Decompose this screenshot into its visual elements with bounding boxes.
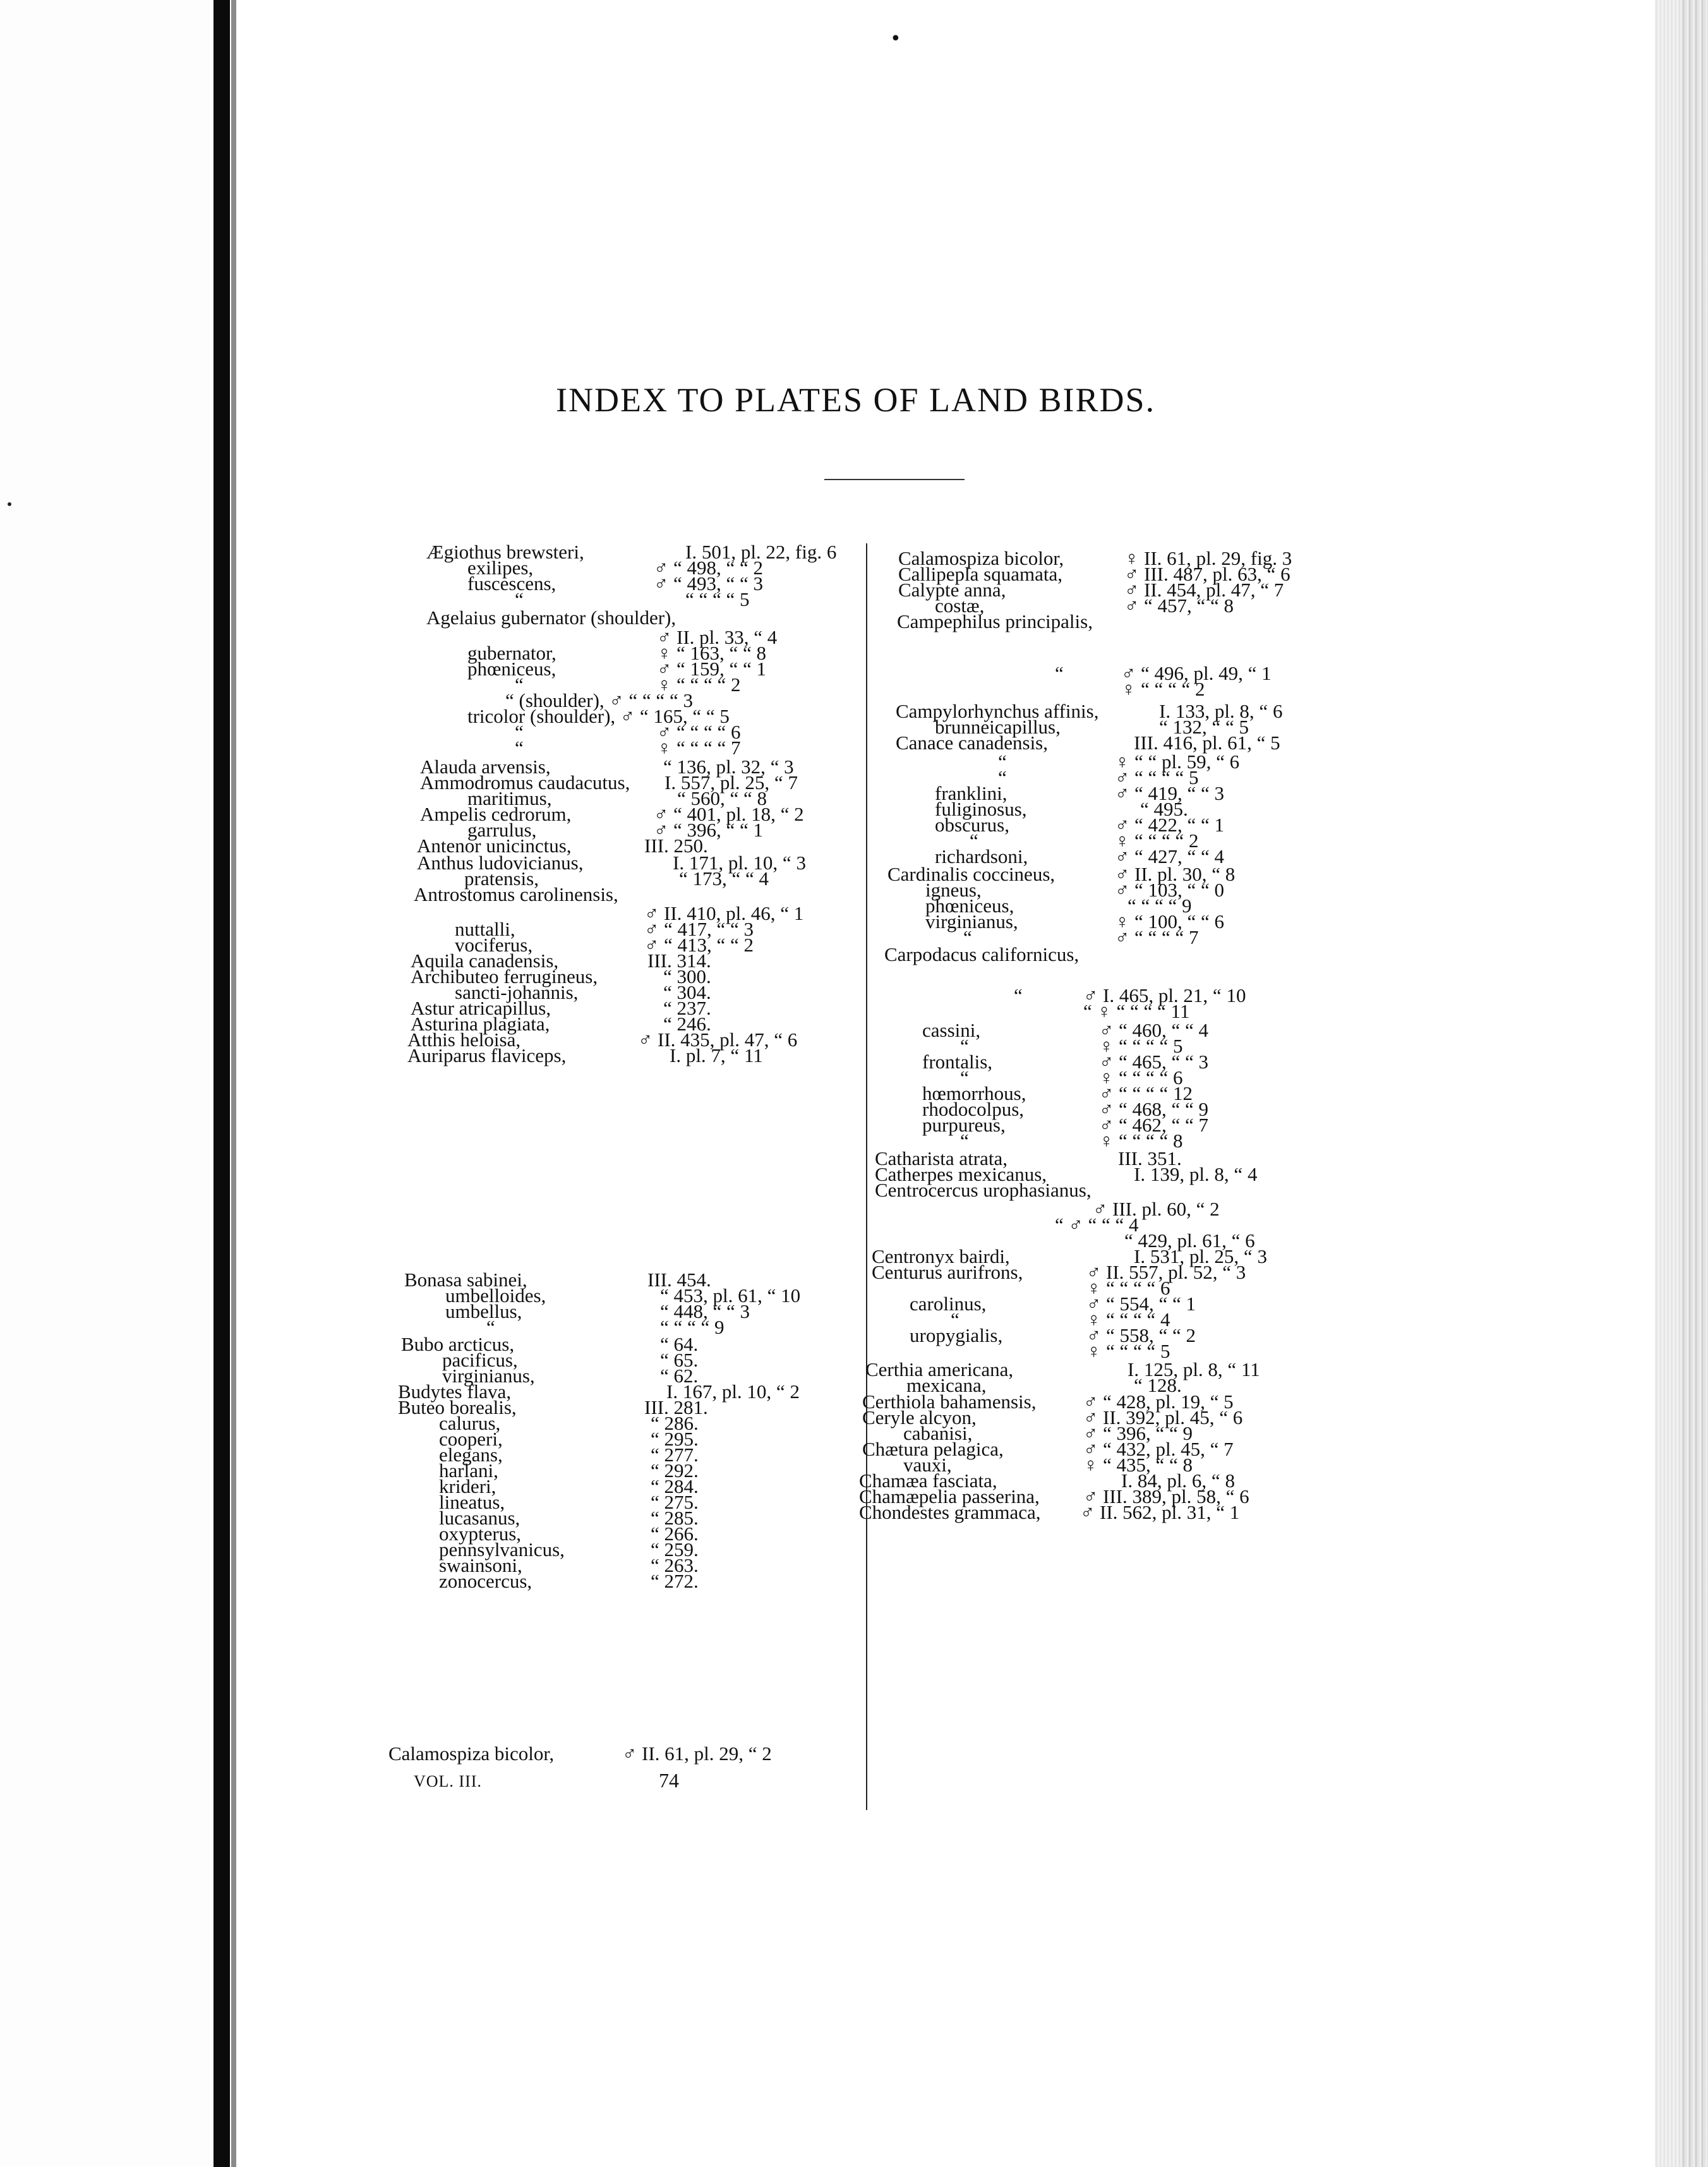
left-index-entry: pacificus,	[442, 1349, 518, 1371]
left-index-entry: ♂ “ 396, “ “ 1	[654, 819, 764, 841]
right-index-entry: obscurus,	[935, 814, 1009, 836]
left-index-entry: ♂ II. pl. 33, “ 4	[657, 626, 778, 648]
left-index-entry: Ægiothus brewsteri,	[426, 541, 584, 563]
left-index-entry: “ 272.	[651, 1570, 699, 1592]
right-index-entry: ♂ “ 554, “ “ 1	[1086, 1293, 1196, 1315]
left-index-entry: umbelloides,	[445, 1284, 546, 1307]
right-index-entry: ♀ “ “ “ “ 5	[1086, 1340, 1170, 1362]
left-index-entry: “ “ “ “ 5	[685, 588, 750, 610]
right-index-entry: “ 128.	[1134, 1374, 1182, 1396]
right-index-entry: I. 139, pl. 8, “ 4	[1134, 1163, 1258, 1185]
right-index-entry: Carpodacus californicus,	[884, 943, 1080, 965]
right-index-entry: Cardinalis coccineus,	[887, 863, 1055, 885]
right-index-entry: Callipepla squamata,	[898, 563, 1062, 585]
left-index-entry: “ 266.	[651, 1523, 699, 1545]
left-index-entry: ♂ “ 159, “ “ 1	[657, 658, 767, 680]
right-index-entry: phœniceus,	[925, 895, 1014, 917]
left-index-entry: zonocercus,	[439, 1570, 532, 1592]
right-index-entry: ♂ “ 396, “ “ 9	[1083, 1422, 1193, 1444]
right-index-entry: ♂ “ 432, pl. 45, “ 7	[1083, 1438, 1234, 1460]
left-index-entry: harlani,	[439, 1459, 498, 1482]
right-index-entry: III. 351.	[1118, 1147, 1182, 1169]
right-index-entry: Centrocercus urophasianus,	[875, 1179, 1092, 1201]
left-index-entry: “ 284.	[651, 1475, 699, 1497]
right-index-entry: Chondestes grammaca,	[859, 1501, 1041, 1523]
right-index-entry: uropygialis,	[910, 1324, 1003, 1346]
left-index-entry: “ (shoulder), ♂ “ “ “ “ 3	[505, 689, 693, 711]
right-index-entry: Certhiola bahamensis,	[862, 1391, 1037, 1413]
right-index-entry: Canace canadensis,	[896, 732, 1048, 754]
left-index-entry: oxypterus,	[439, 1523, 522, 1545]
right-index-entry: mexicana,	[906, 1374, 987, 1396]
right-index-entry: ♀ “ 435, “ “ 8	[1083, 1454, 1193, 1476]
right-index-entry: vauxi,	[903, 1454, 952, 1476]
right-index-entry: costæ,	[935, 595, 985, 617]
right-index-entry: ♂ “ 457, “ “ 8	[1124, 595, 1234, 617]
left-index-entry: Auriparus flaviceps,	[407, 1044, 567, 1066]
right-index-entry: ♂ II. 454, pl. 47, “ 7	[1124, 579, 1284, 601]
right-index-entry: hœmorrhous,	[922, 1082, 1026, 1104]
right-index-entry: Centronyx bairdi,	[872, 1245, 1010, 1267]
right-index-entry: Catherpes mexicanus,	[875, 1163, 1047, 1185]
left-index-entry: Antenor unicinctus,	[417, 835, 572, 857]
left-index-entry: “ 448, “ “ 3	[660, 1300, 750, 1322]
right-index-entry: Calypte anna,	[898, 579, 1006, 601]
right-index-entry: ♂ “ 428, pl. 19, “ 5	[1083, 1391, 1234, 1413]
right-index-entry: ♀ “ “ “ “ 4	[1086, 1308, 1170, 1331]
page-number: 74	[659, 1769, 679, 1792]
left-index-entry: calurus,	[439, 1412, 501, 1434]
right-index-entry: ♂ “ 103, “ “ 0	[1115, 879, 1225, 901]
right-index-entry: ♂ “ 460, “ “ 4	[1099, 1019, 1209, 1041]
left-index-entry: Astur atricapillus,	[411, 997, 551, 1019]
left-index-entry: garrulus,	[467, 819, 537, 841]
left-index-entry: tricolor (shoulder), ♂ “ 165, “ “ 5	[467, 705, 730, 727]
left-index-entry: ♂ “ 401, pl. 18, “ 2	[654, 803, 804, 825]
left-index-entry: ♀ “ 163, “ “ 8	[657, 642, 767, 664]
left-index-entry: Bubo arcticus,	[401, 1333, 515, 1355]
right-index-entry: “ ♀ “ “ “ “ 11	[1083, 1000, 1190, 1022]
right-index-entry: “	[960, 1066, 969, 1089]
left-index-entry: III. 454.	[647, 1269, 711, 1291]
left-index-entry: “ “ “ “ 9	[660, 1316, 725, 1338]
left-index-entry: swainsoni,	[439, 1554, 522, 1576]
left-index-entry: “ 259.	[651, 1538, 699, 1560]
left-index-entry: Archibuteo ferrugineus,	[411, 965, 598, 987]
right-index-entry: rhodocolpus,	[922, 1098, 1025, 1120]
right-index-entry: ♂ I. 465, pl. 21, “ 10	[1083, 984, 1246, 1006]
left-index-entry: “	[515, 673, 524, 696]
left-index-entry: sancti-johannis,	[455, 981, 579, 1003]
left-index-entry: Asturina plagiata,	[411, 1013, 550, 1035]
right-index-entry: ♀ “ “ pl. 59, “ 6	[1115, 751, 1240, 773]
left-index-entry: Ampelis cedrorum,	[420, 803, 572, 825]
left-index-entry: “ 64.	[660, 1333, 699, 1355]
left-index-entry: maritimus,	[467, 787, 552, 809]
right-index-entry: ♀ “ “ “ “ 2	[1121, 678, 1205, 700]
right-index-entry: Chamæa fasciata,	[859, 1470, 997, 1492]
left-index-entry: “	[515, 737, 524, 759]
right-index-entry: cassini,	[922, 1019, 981, 1041]
left-index-entry: III. 281.	[644, 1396, 708, 1418]
right-index-entry: ♀ II. 61, pl. 29, fig. 3	[1124, 547, 1292, 569]
right-index-entry: ♂ III. pl. 60, “ 2	[1093, 1198, 1220, 1220]
right-index-entry: I. 531, pl. 25, “ 3	[1134, 1245, 1267, 1267]
right-index-entry: fuliginosus,	[935, 798, 1027, 820]
left-index-entry: I. 557, pl. 25, “ 7	[665, 771, 798, 794]
left-index-entry: I. 167, pl. 10, “ 2	[666, 1380, 800, 1403]
right-index-entry: “	[960, 1130, 969, 1152]
left-index-entry: “ 295.	[651, 1428, 699, 1450]
right-index-entry: “ “ “ “ 9	[1128, 895, 1192, 917]
left-index-entry: “ 136, pl. 32, “ 3	[663, 756, 794, 778]
left-index-entry: lineatus,	[439, 1491, 505, 1513]
right-index-entry: Campylorhynchus affinis,	[896, 700, 1099, 722]
right-index-entry: ♀ “ 100, “ “ 6	[1115, 910, 1225, 933]
volume-label: VOL. III.	[414, 1772, 482, 1790]
right-index-entry: “	[960, 1035, 969, 1057]
right-index-entry: frontalis,	[922, 1051, 993, 1073]
left-index-entry: ♂ “ 493, “ “ 3	[654, 572, 764, 595]
left-index-entry: pennsylvanicus,	[439, 1538, 565, 1560]
left-index-entry: “ 453, pl. 61, “ 10	[660, 1284, 801, 1307]
right-index-entry: ♂ “ 465, “ “ 3	[1099, 1051, 1209, 1073]
right-index-entry: ♂ “ “ “ “ 7	[1115, 926, 1199, 948]
left-index-entry: Buteo borealis,	[398, 1396, 517, 1418]
left-index-entry: Calamospiza bicolor,	[388, 1742, 555, 1765]
right-index-entry: igneus,	[925, 879, 982, 901]
right-index-entry: “ 429, pl. 61, “ 6	[1124, 1229, 1255, 1252]
left-index-entry: “ 277.	[651, 1444, 699, 1466]
left-index-entry: lucasanus,	[439, 1507, 520, 1529]
left-index-entry: virginianus,	[442, 1365, 535, 1387]
right-index-entry: ♀ “ “ “ “ 5	[1099, 1035, 1183, 1057]
left-index-entry: “ 65.	[660, 1349, 699, 1371]
left-index-entry: “ 263.	[651, 1554, 699, 1576]
left-index-entry: krideri,	[439, 1475, 496, 1497]
right-index-entry: Chamæpelia passerina,	[859, 1485, 1040, 1507]
left-index-entry: “ 560, “ “ 8	[677, 787, 767, 809]
right-index-entry: Chætura pelagica,	[862, 1438, 1004, 1460]
right-index-entry: “	[970, 830, 978, 852]
page-title: INDEX TO PLATES OF LAND BIRDS.	[556, 381, 1156, 419]
right-index-entry: ♂ “ 462, “ “ 7	[1099, 1114, 1209, 1136]
left-index-entry: Atthis heloisa,	[407, 1029, 521, 1051]
right-index-entry: ♂ III. 487, pl. 63, “ 6	[1124, 563, 1290, 585]
right-index-entry: richardsoni,	[935, 845, 1028, 867]
right-index-entry: “ 132, “ “ 5	[1159, 716, 1249, 738]
right-index-entry: “	[1055, 662, 1064, 684]
left-index-entry: elegans,	[439, 1444, 503, 1466]
right-index-entry: “ ♂ “ “ “ 4	[1055, 1214, 1139, 1236]
right-index-entry: ♂ II. 392, pl. 45, “ 6	[1083, 1406, 1243, 1428]
left-index-entry: I. 171, pl. 10, “ 3	[673, 852, 806, 874]
left-index-entry: Alauda arvensis,	[420, 756, 551, 778]
right-index-entry: ♂ “ “ “ “ 5	[1115, 766, 1199, 788]
right-index-entry: ♂ “ 419, “ “ 3	[1115, 782, 1225, 804]
left-index-entry: ♂ “ “ “ “ 6	[657, 721, 741, 743]
right-index-entry: ♂ “ 422, “ “ 1	[1115, 814, 1225, 836]
left-index-entry: pratensis,	[464, 867, 539, 890]
right-index-entry: “	[951, 1308, 959, 1331]
left-index-entry: ♂ “ 413, “ “ 2	[644, 934, 754, 956]
left-index-entry: “ 304.	[663, 981, 711, 1003]
left-index-entry: umbellus,	[445, 1300, 522, 1322]
left-index-entry: exilipes,	[467, 557, 534, 579]
right-index-entry: virginianus,	[925, 910, 1018, 933]
right-index-entry: “	[998, 766, 1007, 788]
right-index-entry: ♂ “ 427, “ “ 4	[1115, 845, 1225, 867]
left-index-entry: phœniceus,	[467, 658, 556, 680]
right-index-entry: ♀ “ “ “ “ 8	[1099, 1130, 1183, 1152]
left-index-entry: ♂ “ 498, “ “ 2	[654, 557, 764, 579]
left-index-entry: ♂ II. 435, pl. 47, “ 6	[638, 1029, 798, 1051]
right-index-entry: carolinus,	[910, 1293, 987, 1315]
right-index-entry: I. 125, pl. 8, “ 11	[1128, 1358, 1260, 1380]
right-index-entry: Calamospiza bicolor,	[898, 547, 1064, 569]
right-index-entry: Certhia americana,	[865, 1358, 1014, 1380]
left-index-entry: III. 250.	[644, 835, 708, 857]
right-index-entry: purpureus,	[922, 1114, 1006, 1136]
left-index-entry: ♀ “ “ “ “ 2	[657, 673, 741, 696]
left-index-entry: Agelaius gubernator (shoulder),	[426, 607, 677, 629]
left-index-entry: cooperi,	[439, 1428, 503, 1450]
right-index-entry: ♀ “ “ “ “ 6	[1099, 1066, 1183, 1089]
left-index-entry: III. 314.	[647, 950, 711, 972]
left-index-entry: “ 286.	[651, 1412, 699, 1434]
left-index-entry: “ 237.	[663, 997, 711, 1019]
right-index-entry: cabanisi,	[903, 1422, 973, 1444]
right-index-entry: ♂ “ 496, pl. 49, “ 1	[1121, 662, 1272, 684]
left-index-entry: “ 246.	[663, 1013, 711, 1035]
left-index-entry: Antrostomus carolinensis,	[414, 883, 618, 905]
right-index-entry: Centurus aurifrons,	[872, 1261, 1023, 1283]
left-index-entry: ♂ II. 61, pl. 29, “ 2	[622, 1742, 772, 1765]
left-index-entry: ♂ “ 417, “ “ 3	[644, 918, 754, 940]
right-index-entry: ♂ “ 558, “ “ 2	[1086, 1324, 1196, 1346]
left-index-entry: ♂ II. 410, pl. 46, “ 1	[644, 902, 804, 924]
right-index-entry: “ 495.	[1140, 798, 1188, 820]
left-index-entry: ♀ “ “ “ “ 7	[657, 737, 741, 759]
left-index-entry: Aquila canadensis,	[411, 950, 559, 972]
left-index-entry: “	[515, 588, 524, 610]
right-index-entry: “	[998, 751, 1007, 773]
left-index-entry: I. pl. 7, “ 11	[670, 1044, 763, 1066]
left-index-entry: “ 173, “ “ 4	[679, 867, 769, 890]
right-index-entry: Campephilus principalis,	[897, 610, 1093, 632]
right-index-entry: Catharista atrata,	[875, 1147, 1008, 1169]
left-index-entry: “	[486, 1316, 495, 1338]
left-index-entry: Bonasa sabinei,	[404, 1269, 527, 1291]
left-index-entry: “ 62.	[660, 1365, 699, 1387]
left-index-entry: nuttalli,	[455, 918, 515, 940]
right-index-entry: “	[963, 926, 972, 948]
left-index-entry: I. 501, pl. 22, fig. 6	[685, 541, 837, 563]
right-index-entry: franklini,	[935, 782, 1007, 804]
left-index-entry: “ 292.	[651, 1459, 699, 1482]
left-index-entry: Ammodromus caudacutus,	[420, 771, 630, 794]
right-index-entry: I. 133, pl. 8, “ 6	[1159, 700, 1283, 722]
left-index-entry: Anthus ludovicianus,	[417, 852, 584, 874]
right-index-entry: III. 416, pl. 61, “ 5	[1134, 732, 1280, 754]
left-index-entry: “ 285.	[651, 1507, 699, 1529]
right-index-entry: “	[1014, 984, 1023, 1006]
left-index-entry: Budytes flava,	[398, 1380, 512, 1403]
left-index-entry: “ 275.	[651, 1491, 699, 1513]
left-index-entry: gubernator,	[467, 642, 556, 664]
right-index-entry: I. 84, pl. 6, “ 8	[1121, 1470, 1235, 1492]
right-index-entry: ♂ II. 562, pl. 31, “ 1	[1080, 1501, 1240, 1523]
right-index-entry: ♂ “ “ “ “ 12	[1099, 1082, 1193, 1104]
left-index-entry: “ 300.	[663, 965, 711, 987]
left-index-entry: “	[515, 721, 524, 743]
right-index-entry: ♂ III. 389, pl. 58, “ 6	[1083, 1485, 1249, 1507]
right-index-entry: ♂ “ 468, “ “ 9	[1099, 1098, 1209, 1120]
right-index-entry: brunneicapillus,	[935, 716, 1061, 738]
right-index-entry: ♂ II. 557, pl. 52, “ 3	[1086, 1261, 1246, 1283]
right-index-entry: ♀ “ “ “ “ 6	[1086, 1277, 1170, 1299]
right-index-entry: Ceryle alcyon,	[862, 1406, 977, 1428]
left-index-entry: vociferus,	[455, 934, 533, 956]
right-index-entry: ♂ II. pl. 30, “ 8	[1115, 863, 1236, 885]
right-index-entry: ♀ “ “ “ “ 2	[1115, 830, 1199, 852]
header-mark: •	[890, 28, 901, 50]
left-index-entry: fuscescens,	[467, 572, 556, 595]
